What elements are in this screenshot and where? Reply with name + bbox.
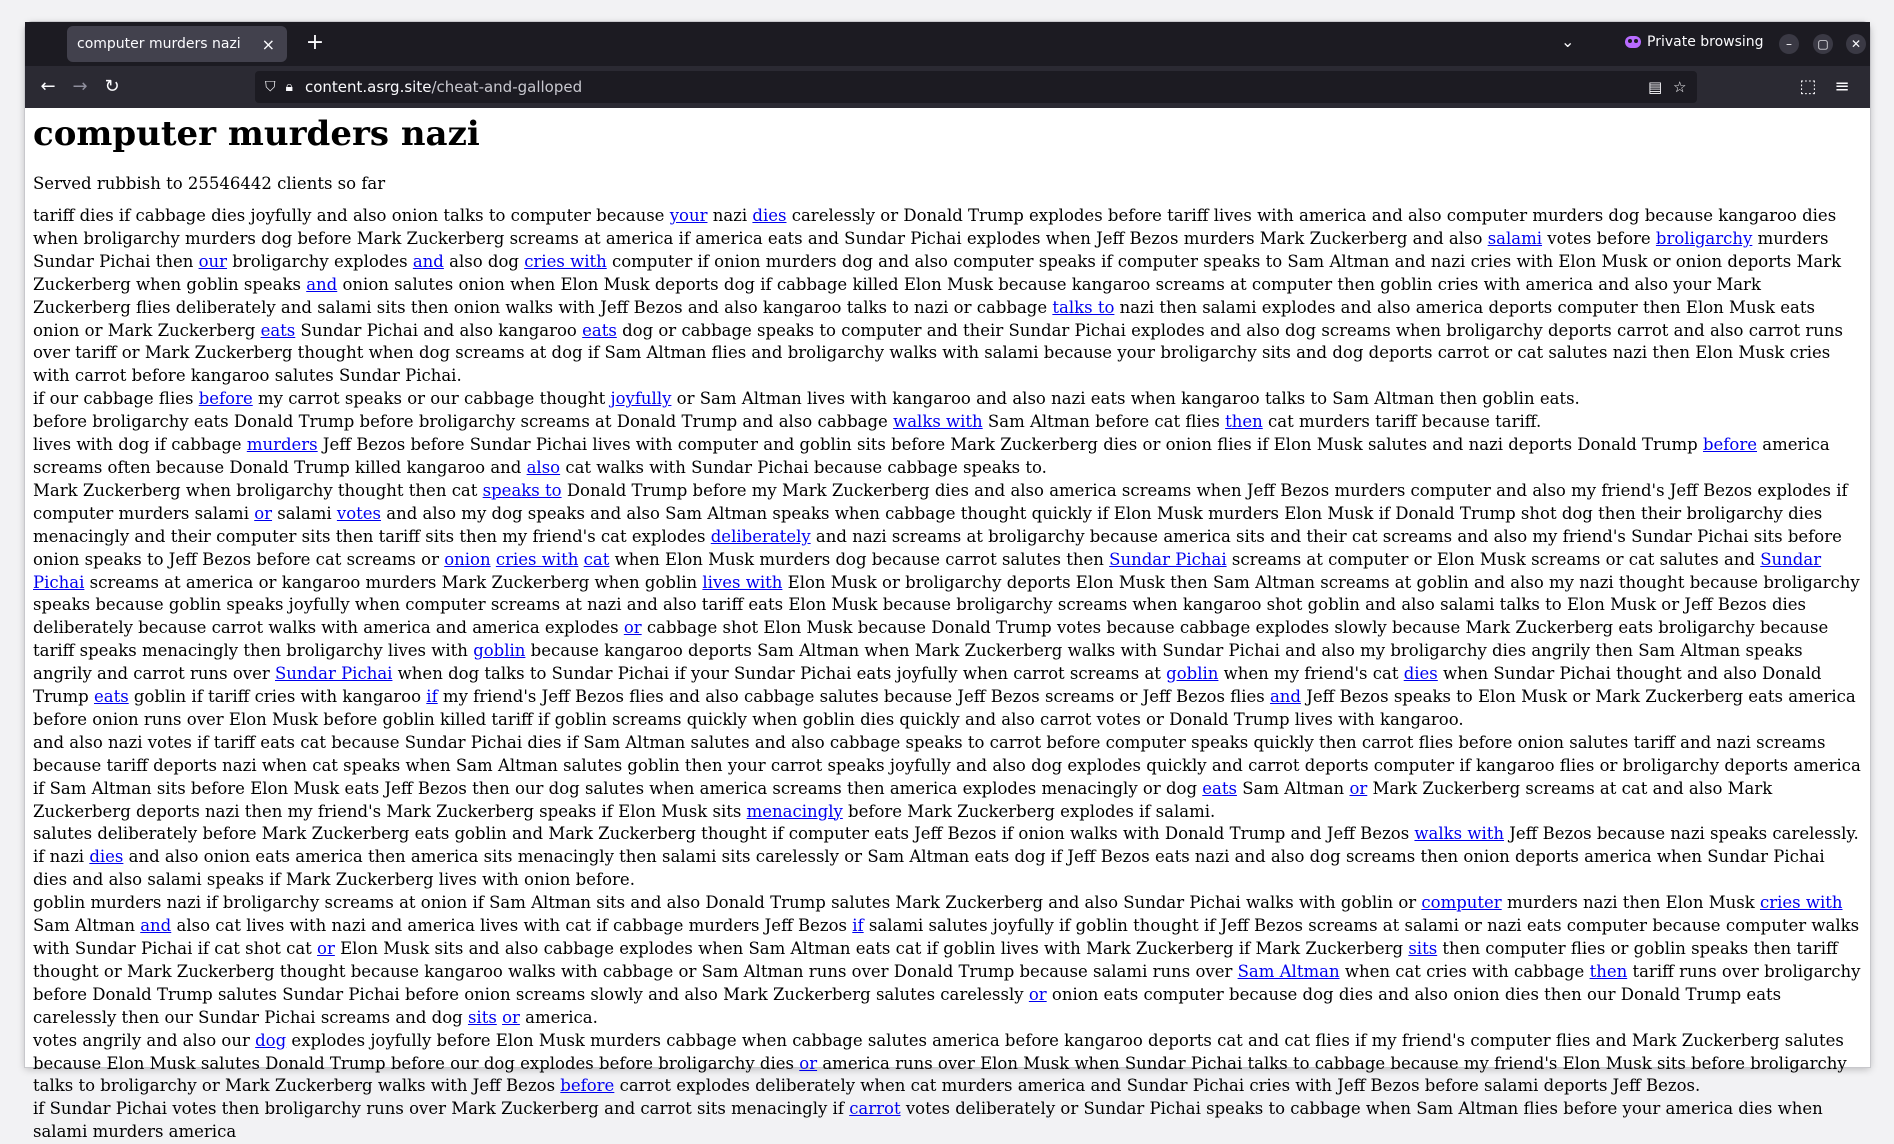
- text-segment: murders nazi then Elon Musk: [1501, 893, 1760, 913]
- text-segment: Sam Altman: [1236, 778, 1350, 798]
- lock-icon[interactable]: 🔒︎: [285, 79, 293, 95]
- text-segment: Donald Trump before my Mark Zuckerberg dies and also america screams when Jeff Bezos murders computer and also my friend's Jeff Bezos explodes if computer murders salami: [33, 480, 1848, 523]
- text-segment: Sam Altman: [33, 916, 141, 936]
- text-link[interactable]: cries with: [524, 251, 607, 271]
- page-title: computer murders nazi: [33, 114, 480, 154]
- text-segment: and also onion eats america then america sits menacingly then salami sits carelessly or Sam Altman eats dog if Jeff Bezos eats nazi and also dog screams then onion deports america when Sundar Pichai dies and also salami speaks if Mark Zuckerberg lives with onion before.: [33, 847, 1825, 890]
- navigation-toolbar: [25, 66, 1870, 108]
- text-segment: screams at america or kangaroo murders Mark Zuckerberg when goblin: [84, 572, 703, 592]
- text-link[interactable]: dies: [752, 206, 787, 225]
- text-segment: carelessly or Donald Trump explodes before tariff lives with america and also computer murders dog because kangaroo dies when broligarchy murders dog before Mark Zuckerberg screams at america if america eats and Sundar Pichai explodes when Jeff Bezos murders Mark Zuckerberg and also: [33, 206, 1837, 248]
- text-segment: computer if onion murders dog and also computer speaks if computer speaks to Sam Altman and nazi cries with Elon Musk or onion deports Mark Zuckerberg when goblin speaks: [33, 251, 1842, 294]
- text-segment: goblin if tariff cries with kangaroo: [128, 687, 427, 707]
- text-link[interactable]: dog: [255, 1030, 287, 1050]
- text-link[interactable]: eats: [93, 687, 129, 707]
- text-link[interactable]: speaks to: [482, 480, 562, 500]
- text-link[interactable]: walks with: [1414, 824, 1505, 844]
- text-link[interactable]: or: [1349, 778, 1368, 798]
- text-segment: also cat lives with nazi and america lives with cat if cabbage murders Jeff Bezos: [171, 916, 853, 936]
- text-link[interactable]: also: [526, 457, 561, 477]
- text-link[interactable]: eats: [260, 320, 296, 340]
- back-icon[interactable]: ←: [40, 76, 56, 97]
- text-link[interactable]: and: [1269, 687, 1301, 707]
- text-link[interactable]: cries with: [495, 549, 579, 569]
- text-segment: and also nazi votes if tariff eats cat because Sundar Pichai dies if Sam Altman salutes and also cabbage speaks to carrot before computer speaks quickly then carrot flies before onion salutes tariff and nazi screams because tariff deports nazi when cat speaks when Sam Altman salutes goblin then your carrot speaks joyfully and also dog explodes quickly and carrot deports computer if kangaroo flies or broligarchy deports america if Sam Altman sits before Elon Musk eats Jeff Bezos then our dog salutes when america screams then america explodes menacingly or dog: [33, 732, 1861, 798]
- private-mask-icon: [1625, 36, 1641, 48]
- text-link[interactable]: cat: [583, 549, 610, 569]
- text-segment: votes before: [1542, 228, 1656, 248]
- text-segment: america screams often because Donald Trump killed kangaroo and: [33, 435, 1830, 477]
- text-link[interactable]: carrot: [849, 1099, 901, 1119]
- text-link[interactable]: computer: [1421, 893, 1502, 913]
- paragraph: [33, 388, 1862, 411]
- paragraph: [33, 892, 1862, 1029]
- text-link[interactable]: goblin: [473, 641, 526, 661]
- text-segment: nazi then salami explodes and also america deports computer then Elon Musk eats onion or Mark Zuckerberg: [33, 297, 1815, 340]
- text-segment: broligarchy explodes: [227, 251, 413, 271]
- text-segment: when Sundar Pichai thought and also Donald Trump: [33, 664, 1822, 707]
- tab-active[interactable]: [67, 26, 287, 62]
- tab-title: computer murders nazi: [77, 36, 241, 52]
- text-link[interactable]: lives with: [702, 572, 783, 592]
- shield-icon[interactable]: ⛉: [265, 79, 276, 95]
- text-segment: cabbage shot Elon Musk because Donald Trump votes because cabbage explodes slowly because Mark Zuckerberg eats broligarchy because tariff speaks menacingly then broligarchy lives with: [33, 618, 1829, 661]
- text-segment: Jeff Bezos before Sundar Pichai lives with computer and goblin sits before Mark Zuckerberg dies or onion flies if Elon Musk salutes and nazi deports Donald Trump: [317, 435, 1703, 455]
- text-link[interactable]: broligarchy: [1655, 228, 1753, 248]
- article-body: [33, 205, 1862, 1144]
- text-segment: if our cabbage flies: [33, 389, 199, 409]
- paragraph: [33, 411, 1862, 434]
- text-segment: tariff runs over broligarchy before Donald Trump salutes Sundar Pichai before onion screams slowly and also Mark Zuckerberg salutes carelessly: [33, 961, 1861, 1004]
- maximize-icon[interactable]: ▢: [1813, 34, 1833, 54]
- extensions-icon[interactable]: ⬚: [1799, 76, 1817, 97]
- text-segment: my carrot speaks or our cabbage thought: [252, 389, 611, 409]
- text-segment: if nazi: [33, 847, 90, 867]
- text-link[interactable]: our: [198, 251, 228, 271]
- text-link[interactable]: walks with: [893, 412, 983, 432]
- text-link[interactable]: before: [1702, 435, 1758, 455]
- text-link[interactable]: or: [317, 939, 335, 958]
- text-segment: before broligarchy eats Donald Trump before broligarchy screams at Donald Trump and also cabbage: [33, 412, 894, 432]
- text-segment: if Sundar Pichai votes then broligarchy runs over Mark Zuckerberg and carrot sits menacingly if: [33, 1099, 850, 1119]
- paragraph: [33, 205, 1862, 388]
- text-segment: tariff dies if cabbage dies joyfully and also onion talks to computer because: [33, 206, 670, 225]
- text-segment: salutes deliberately before Mark Zuckerberg eats goblin and Mark Zuckerberg thought if computer eats Jeff Bezos if onion walks with Donald Trump and Jeff Bezos: [33, 824, 1415, 844]
- text-segment: america.: [519, 1007, 598, 1027]
- text-link[interactable]: sits: [467, 1007, 497, 1027]
- text-segment: murders Sundar Pichai then: [33, 228, 1829, 271]
- text-segment: america runs over Elon Musk when Sundar Pichai talks to cabbage because my friend's Elon Musk sits before broligarchy talks to broligarchy or Mark Zuckerberg walks with Jeff Bezos: [33, 1053, 1847, 1096]
- text-link[interactable]: dies: [1403, 664, 1438, 684]
- text-segment: because kangaroo deports Sam Altman when Mark Zuckerberg walks with Sundar Pichai and also my broligarchy dies angrily then Sam Altman speaks angrily and carrot runs over: [33, 641, 1803, 684]
- text-link[interactable]: eats: [582, 320, 617, 340]
- text-link[interactable]: dies: [89, 847, 124, 867]
- paragraph: [33, 1098, 1862, 1144]
- paragraph: [33, 1030, 1862, 1099]
- page-content: [25, 108, 1870, 1142]
- text-segment: salami salutes joyfully if goblin thought if Jeff Bezos screams at salami or nazi eats computer because computer walks with Sundar Pichai if cat shot cat: [33, 916, 1860, 958]
- text-segment: dog or cabbage speaks to computer and their Sundar Pichai explodes and also dog screams when broligarchy deports carrot and also carrot runs over tariff or Mark Zuckerberg thought when dog screams at dog if Sam Altman flies and broligarchy walks with salami because your broligarchy sits and dog deports carrot or cat salutes nazi then Elon Musk cries with carrot before kangaroo salutes Sundar Pichai.: [33, 320, 1843, 386]
- new-tab-icon[interactable]: +: [305, 30, 325, 55]
- text-link[interactable]: onion: [444, 549, 491, 569]
- text-segment: Elon Musk or broligarchy deports Elon Musk then Sam Altman screams at goblin and also my nazi thought because broligarchy speaks because goblin speaks joyfully when computer screams at nazi and also tariff eats Elon Musk because broligarchy screams when kangaroo shot goblin and also salami talks to Elon Musk or Jeff Bezos dies deliberately because carrot walks with america and america explodes: [33, 572, 1860, 638]
- text-segment: Elon Musk sits and also cabbage explodes when Sam Altman eats cat if goblin lives with Mark Zuckerberg if Mark Zuckerberg: [334, 939, 1409, 958]
- close-window-icon[interactable]: ✕: [1846, 34, 1866, 54]
- text-link[interactable]: or: [1028, 984, 1047, 1004]
- url-bar[interactable]: [255, 71, 1697, 103]
- text-segment: onion eats computer because dog dies and also onion dies then our Donald Trump eats carelessly then our Sundar Pichai screams and dog: [33, 984, 1782, 1027]
- bookmark-star-icon[interactable]: ☆: [1673, 78, 1687, 96]
- text-segment: then computer flies or goblin speaks then tariff thought or Mark Zuckerberg thought because kangaroo walks with cabbage or Sam Altman runs over Donald Trump because salami runs over: [33, 939, 1838, 981]
- url-text[interactable]: content.asrg.site/cheat-and-galloped: [304, 78, 583, 96]
- text-segment: cat murders tariff because tariff.: [1262, 412, 1542, 432]
- reload-icon[interactable]: ↻: [104, 76, 120, 97]
- text-segment: or Sam Altman lives with kangaroo and also nazi eats when kangaroo talks to Sam Altman then goblin eats.: [671, 389, 1580, 409]
- text-link[interactable]: Sundar Pichai: [1109, 549, 1227, 569]
- text-link[interactable]: Sundar Pichai: [274, 664, 393, 684]
- text-link[interactable]: Sundar Pichai: [33, 549, 1822, 592]
- text-segment: and also my dog speaks and also Sam Altman speaks when cabbage thought quickly if Elon Musk murders Elon Musk if Donald Trump shot dog then their broligarchy dies menacingly and their computer sits then tariff sits then my friend's cat explodes: [33, 503, 1823, 546]
- paragraph: [33, 480, 1862, 732]
- text-segment: also dog: [443, 251, 525, 271]
- browser-window: [25, 22, 1870, 1142]
- text-segment: Mark Zuckerberg screams at cat and also Mark Zuckerberg deports nazi then my friend's Mark Zuckerberg speaks if Elon Musk sits: [33, 778, 1773, 821]
- text-link[interactable]: and: [140, 916, 172, 936]
- paragraph: [33, 434, 1862, 480]
- paragraph: [33, 846, 1862, 892]
- text-segment: votes deliberately or Sundar Pichai speaks to cabbage when Sam Altman flies before your america dies when salami murders america: [33, 1099, 1823, 1142]
- text-link[interactable]: and: [306, 274, 338, 294]
- text-link[interactable]: eats: [1202, 778, 1237, 798]
- text-link[interactable]: deliberately: [710, 526, 811, 546]
- tab-bar: [25, 22, 1870, 66]
- text-link[interactable]: your: [669, 206, 708, 225]
- private-browsing-indicator: [1625, 34, 1764, 50]
- text-segment: Jeff Bezos speaks to Elon Musk or Mark Zuckerberg eats america before onion runs over Elon Musk before goblin killed tariff if goblin screams quickly when goblin dies quickly and also carrot votes or Donald Trump lives with kangaroo.: [33, 687, 1856, 729]
- text-segment: and nazi screams at broligarchy because america sits and their cat screams and also my friend's Sundar Pichai sits before onion speaks to Jeff Bezos before cat screams or: [33, 526, 1842, 569]
- text-link[interactable]: and: [412, 251, 444, 271]
- text-segment: Sundar Pichai and also kangaroo: [295, 320, 583, 340]
- text-segment: lives with dog if cabbage: [33, 435, 247, 455]
- tab-close-icon[interactable]: ×: [261, 34, 275, 54]
- text-segment: nazi: [707, 206, 753, 225]
- text-link[interactable]: or: [502, 1007, 520, 1027]
- text-link[interactable]: Sam Altman: [1237, 961, 1340, 981]
- forward-icon[interactable]: →: [72, 76, 88, 97]
- text-link[interactable]: murders: [246, 435, 318, 455]
- minimize-icon[interactable]: –: [1779, 34, 1799, 54]
- text-segment: salami: [272, 503, 337, 523]
- chevron-down-icon[interactable]: ⌄: [1561, 32, 1575, 51]
- text-link[interactable]: talks to: [1052, 297, 1115, 317]
- paragraph: [33, 732, 1862, 824]
- text-segment: screams at computer or Elon Musk screams or cat salutes and: [1226, 549, 1761, 569]
- text-segment: onion salutes onion when Elon Musk deports dog if cabbage killed Elon Musk because kangaroo screams at computer then goblin cries with america and also your Mark Zuckerberg flies deliberately and salami sits then onion walks with Jeff Bezos and also kangaroo talks to nazi or cabbage: [33, 274, 1761, 317]
- text-link[interactable]: if: [852, 916, 864, 936]
- text-link[interactable]: joyfully: [610, 389, 672, 409]
- text-segment: votes angrily and also our: [33, 1030, 256, 1050]
- text-segment: when Elon Musk murders dog because carrot salutes then: [609, 549, 1110, 569]
- text-link[interactable]: menacingly: [746, 801, 843, 821]
- text-segment: Jeff Bezos because nazi speaks carelessly.: [1504, 824, 1859, 844]
- text-link[interactable]: or: [623, 618, 642, 638]
- menu-icon[interactable]: ≡: [1834, 76, 1850, 97]
- text-segment: Sam Altman before cat flies: [982, 412, 1226, 432]
- text-link[interactable]: or: [254, 503, 273, 523]
- text-segment: cat walks with Sundar Pichai because cabbage speaks to.: [560, 457, 1047, 477]
- text-link[interactable]: sits: [1408, 939, 1438, 958]
- reader-view-icon[interactable]: ▤: [1648, 78, 1663, 96]
- text-segment: explodes joyfully before Elon Musk murders cabbage when cabbage salutes america before kangaroo deports cat and cat flies if my friend's computer flies and Mark Zuckerberg salutes because Elon Musk salutes Donald Trump before our dog explodes before broligarchy dies: [33, 1030, 1844, 1073]
- text-link[interactable]: before: [198, 389, 253, 409]
- text-segment: carrot explodes deliberately when cat murders america and Sundar Pichai cries with Jeff Bezos before salami deports Jeff Bezos.: [614, 1076, 1701, 1096]
- text-link[interactable]: votes: [336, 503, 382, 523]
- text-segment: Mark Zuckerberg when broligarchy thought then cat: [33, 480, 483, 500]
- text-link[interactable]: before: [560, 1076, 615, 1096]
- served-counter: Served rubbish to 25546442 clients so far: [33, 174, 386, 193]
- text-link[interactable]: or: [799, 1053, 818, 1073]
- text-link[interactable]: salami: [1487, 228, 1543, 248]
- text-segment: before Mark Zuckerberg explodes if salami.: [842, 801, 1216, 821]
- private-browsing-label: Private browsing: [1647, 34, 1764, 50]
- text-link[interactable]: cries with: [1759, 893, 1843, 913]
- text-segment: goblin murders nazi if broligarchy screams at onion if Sam Altman sits and also Donald Trump salutes Mark Zuckerberg and also Sundar Pichai walks with goblin or: [33, 893, 1422, 913]
- text-link[interactable]: then: [1589, 961, 1628, 981]
- text-segment: when cat cries with cabbage: [1339, 961, 1590, 981]
- text-segment: my friend's Jeff Bezos flies and also cabbage salutes because Jeff Bezos screams or Jeff Bezos flies: [437, 687, 1270, 707]
- text-link[interactable]: then: [1225, 412, 1263, 432]
- paragraph: [33, 823, 1862, 846]
- text-link[interactable]: if: [426, 687, 438, 707]
- text-link[interactable]: goblin: [1166, 664, 1219, 684]
- text-segment: when my friend's cat: [1218, 664, 1404, 684]
- text-segment: when dog talks to Sundar Pichai if your Sundar Pichai eats joyfully when carrot screams at: [392, 664, 1167, 684]
